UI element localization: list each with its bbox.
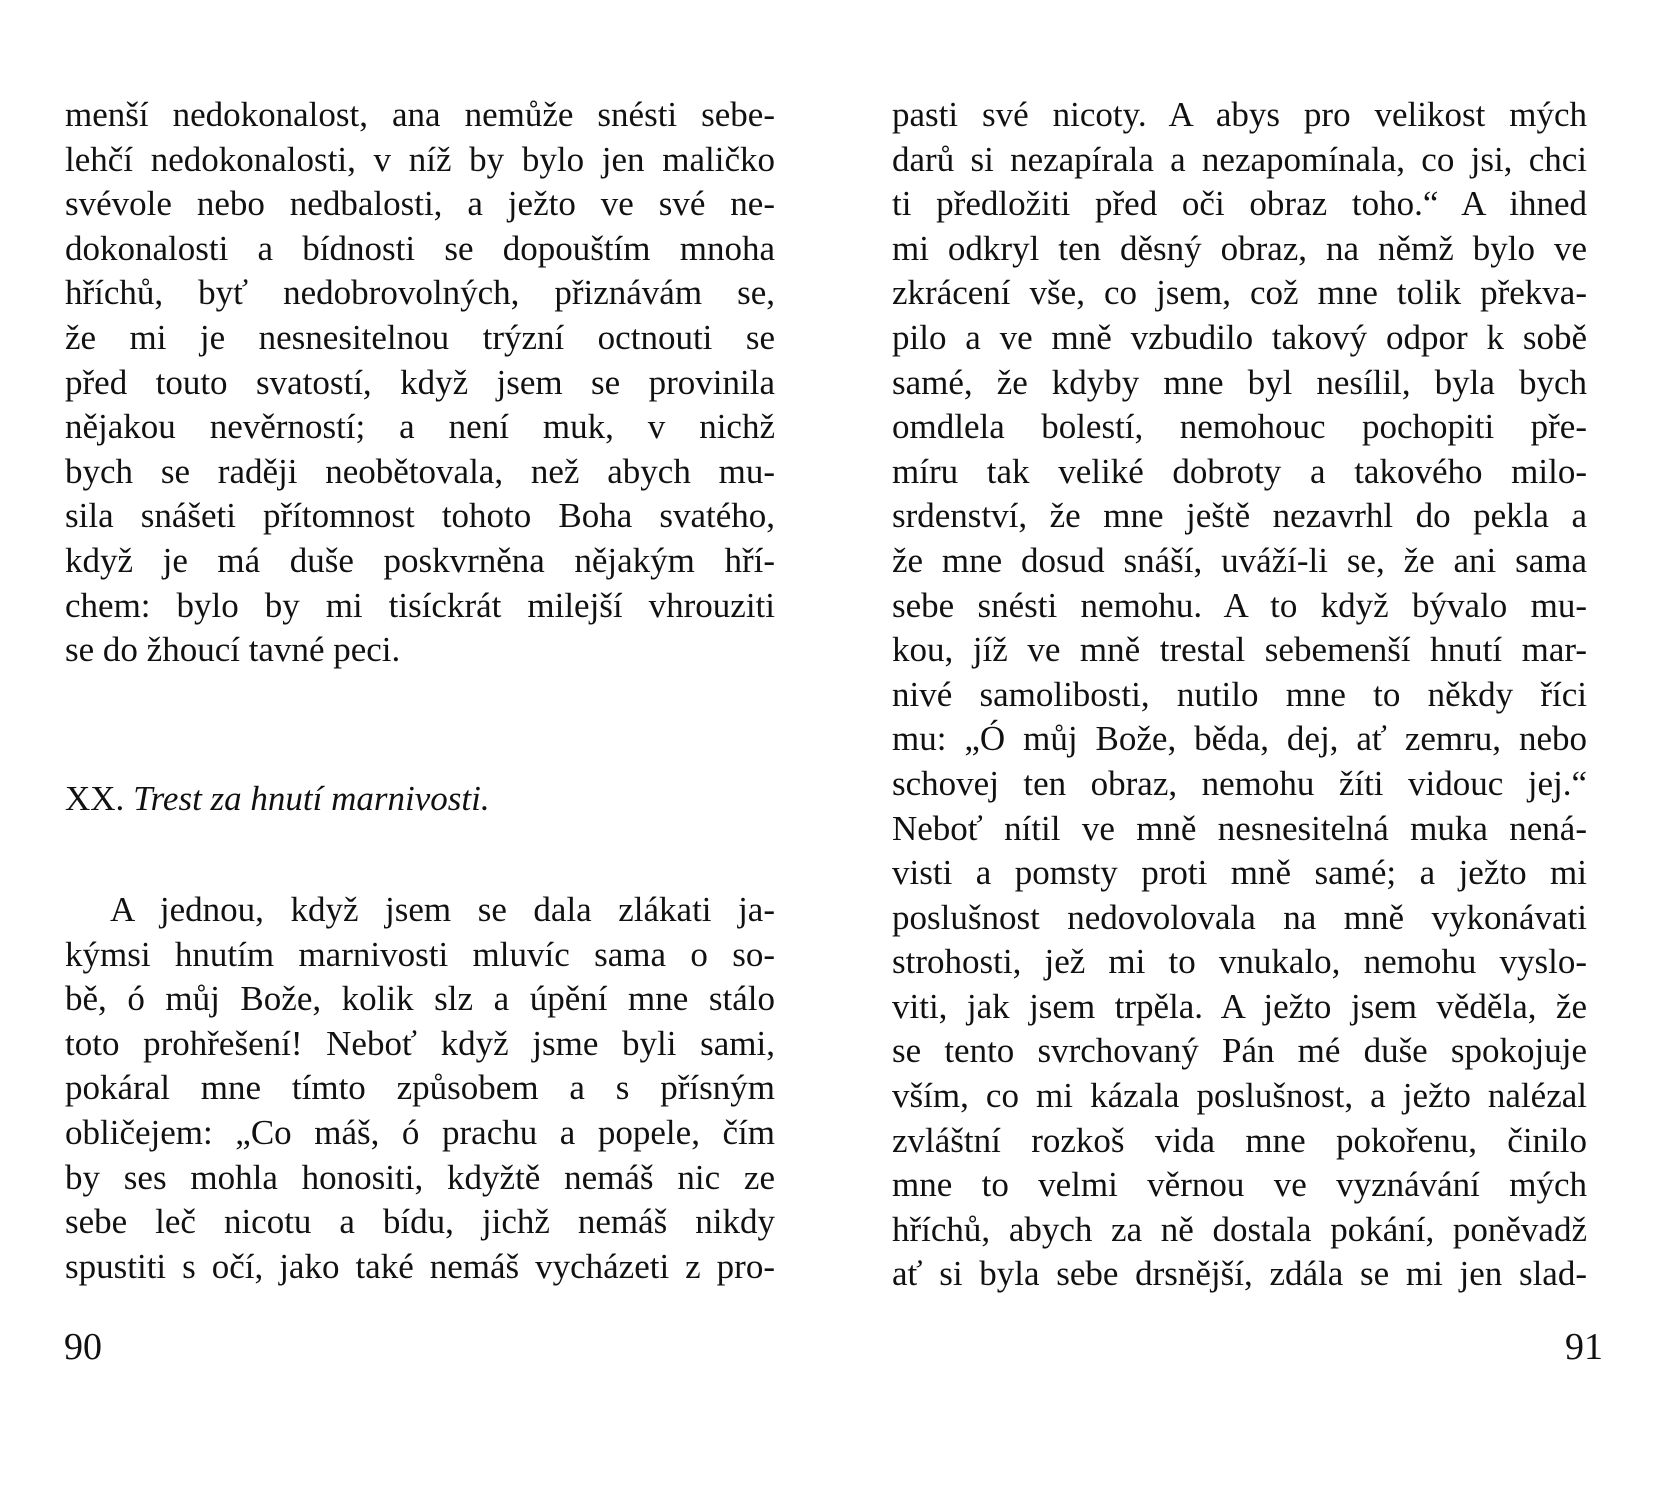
text-line: darů si nezapírala a nezapomínala, co jsi, chci [892,139,1587,179]
text-line: samé, že kdyby mne byl nesílil, byla bych [892,362,1587,402]
text-line: se do žhoucí tavné peci. [65,630,401,670]
text-line: A jednou, když jsem se dala zlákati ja- [110,890,775,929]
text-line: kou, jíž ve mně trestal sebemenší hnutí mar- [892,630,1587,670]
text-line: svévole nebo nedbalosti, a ježto ve své ne- [65,184,775,224]
text-line: schovej ten obraz, nemohu žíti vidouc jej.“ [892,763,1587,803]
page-number-left: 90 [64,1326,102,1368]
text-line: obličejem: „Co máš, ó prachu a popele, čím [65,1112,775,1152]
text-line: před touto svatostí, když jsem se provinila [65,362,775,402]
text-line: viti, jak jsem trpěla. A ježto jsem věděla, že [892,986,1587,1026]
text-line: nivé samolibosti, nutilo mne to někdy říci [892,674,1587,714]
text-line: sebe leč nicotu a bídu, jichž nemáš nikdy [65,1202,775,1242]
text-line: hříchů, abych za ně dostala pokání, poněvadž [892,1209,1587,1249]
text-line: by ses mohla honositi, kdyžtě nemáš nic ze [65,1157,775,1197]
text-line: bě, ó můj Bože, kolik slz a úpění mne stálo [65,979,775,1019]
text-line: bych se raději neobětovala, než abych mu- [65,451,775,491]
text-line: pasti své nicoty. A abys pro velikost mých [892,95,1587,134]
text-line: toto prohřešení! Neboť když jsme byli sami, [65,1023,775,1063]
text-line: mne to velmi věrnou ve vyznávání mých [892,1165,1587,1205]
text-line: že mi je nesnesitelnou trýzní octnouti se [65,317,775,357]
text-line: mi odkryl ten děsný obraz, na němž bylo ve [892,228,1587,268]
text-line: lehčí nedokonalosti, v níž by bylo jen maličko [65,139,775,179]
text-line: míru tak veliké dobroty a takového milo- [892,451,1587,491]
text-line: když je má duše poskvrněna nějakým hří- [65,540,775,580]
text-line: poslušnost nedovolovala na mně vykonávati [892,897,1587,937]
chapter-heading [65,777,490,821]
paragraph-continued [65,93,775,673]
text-line: chem: bylo by mi tisíckrát milejší vhrouziti [65,585,775,625]
text-line: strohosti, jež mi to vnukalo, nemohu vyslo- [892,942,1587,982]
text-line: se tento svrchovaný Pán mé duše spokojuje [892,1031,1587,1071]
text-line: pilo a ve mně vzbudilo takový odpor k sobě [892,317,1587,357]
text-line: Neboť nítil ve mně nesnesitelná muka nená- [892,808,1587,848]
text-line: omdlela bolestí, nemohouc pochopiti pře- [892,407,1587,447]
text-line: zvláštní rozkoš vida mne pokořenu, činilo [892,1120,1587,1160]
text-line: vším, co mi kázala poslušnost, a ježto nalézal [892,1076,1587,1116]
right-page [827,0,1654,1500]
text-line: hříchů, byť nedobrovolných, přiznávám se, [65,273,775,313]
text-line: mu: „Ó můj Bože, běda, dej, ať zemru, nebo [892,719,1587,759]
text-line: ať si byla sebe drsnější, zdála se mi jen slad- [892,1254,1587,1294]
text-line: dokonalosti a bídnosti se dopouštím mnoha [65,228,775,268]
paragraph-continued [892,93,1587,1297]
text-line: srdenství, že mne ještě nezavrhl do pekla a [892,496,1587,536]
text-line: že mne dosud snáší, uváží-li se, že ani sama [892,540,1587,580]
text-line: sebe snésti nemohu. A to když bývalo mu- [892,585,1587,625]
text-line: pokáral mne tímto způsobem a s přísným [65,1068,775,1108]
text-line: spustiti s očí, jako také nemáš vycházeti z pro- [65,1246,775,1286]
page-number-right: 91 [1565,1326,1603,1368]
chapter-numeral: XX. [65,779,125,818]
text-line: kýmsi hnutím marnivosti mluvíc sama o so- [65,934,775,974]
text-line: nějakou nevěrností; a není muk, v nichž [65,407,775,447]
text-line: visti a pomsty proti mně samé; a ježto mi [892,853,1587,893]
text-line: sila snášeti přítomnost tohoto Boha svatého, [65,496,775,536]
text-line: menší nedokonalost, ana nemůže snésti sebe- [65,95,775,134]
chapter-title: Trest za hnutí marnivosti. [133,779,490,818]
chapter-paragraph [65,888,775,1289]
text-line: ti předložiti před oči obraz toho.“ A ihned [892,184,1587,224]
text-line: zkrácení vše, co jsem, což mne tolik překva- [892,273,1587,313]
